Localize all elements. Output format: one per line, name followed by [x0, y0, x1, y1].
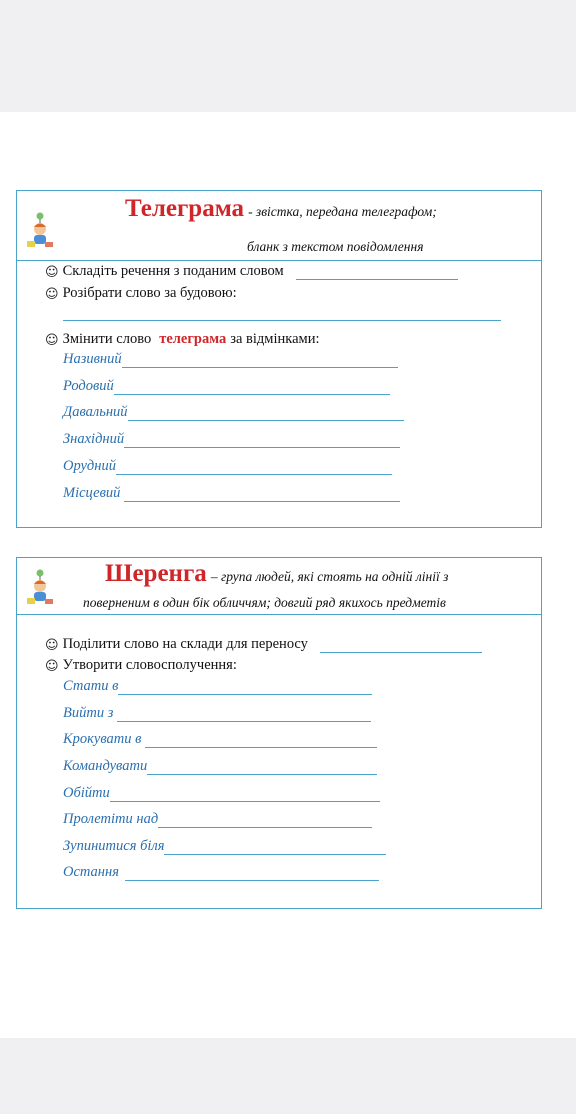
child-mascot-icon — [25, 211, 55, 251]
answer-line[interactable] — [158, 813, 372, 828]
definition-line-2: бланк з текстом повідомлення — [247, 239, 424, 254]
task-hyphenate — [45, 636, 482, 653]
task-label: Утворити словосполучення: — [62, 657, 237, 673]
case-row — [63, 431, 400, 448]
card-title — [105, 560, 448, 588]
card-title — [125, 195, 437, 223]
answer-line[interactable] — [145, 733, 377, 748]
case-label: Давальний — [63, 404, 128, 420]
task-label-prefix: Змінити слово — [62, 331, 152, 347]
task-label-suffix: за відмінками: — [230, 331, 320, 347]
case-label: Родовий — [63, 378, 114, 394]
case-row — [63, 458, 392, 475]
smiley-icon: ☺ — [45, 265, 59, 280]
phrase-row — [63, 811, 372, 828]
title-word: Шеренга — [105, 560, 207, 587]
phrase-label: Остання — [63, 864, 119, 880]
smiley-icon: ☺ — [45, 287, 59, 302]
phrase-row — [63, 758, 377, 775]
case-label: Знахідний — [63, 431, 125, 447]
task-label: Розібрати слово за будовою: — [62, 285, 237, 301]
task-label: Складіть речення з поданим словом — [62, 263, 284, 279]
answer-line[interactable] — [125, 866, 379, 881]
title-word: Телеграма — [125, 195, 245, 222]
phrase-label: Обійти — [63, 785, 110, 801]
answer-line[interactable] — [114, 380, 390, 395]
answer-line[interactable] — [147, 760, 377, 775]
answer-line[interactable] — [110, 787, 380, 802]
highlighted-word: телеграма — [159, 331, 227, 347]
task-compose-sentence — [45, 263, 458, 280]
phrase-row — [63, 731, 377, 748]
answer-line[interactable] — [164, 840, 386, 855]
card-header — [17, 191, 541, 261]
phrase-label: Зупинитися біля — [63, 838, 165, 854]
card-telegrama — [16, 190, 542, 528]
phrase-label: Пролетіти над — [63, 811, 159, 827]
answer-line[interactable] — [63, 319, 501, 321]
case-label: Орудний — [63, 458, 116, 474]
card-sherenga — [16, 557, 542, 909]
phrase-row — [63, 838, 386, 855]
answer-line[interactable] — [320, 638, 482, 653]
answer-line[interactable] — [124, 487, 400, 502]
answer-line[interactable] — [122, 353, 398, 368]
definition-line-1: - звістка, передана телеграфом; — [248, 204, 437, 219]
phrase-row — [63, 785, 380, 802]
answer-line[interactable] — [128, 406, 404, 421]
case-row — [63, 378, 390, 395]
card-header — [17, 558, 541, 615]
answer-line[interactable] — [296, 265, 458, 280]
phrase-label: Командувати — [63, 758, 148, 774]
task-parse-word — [45, 285, 237, 302]
phrase-row — [63, 678, 372, 695]
phrase-row — [63, 705, 371, 722]
answer-line[interactable] — [116, 460, 392, 475]
task-form-phrases — [45, 657, 237, 674]
smiley-icon: ☺ — [45, 333, 59, 348]
task-decline-word — [45, 331, 320, 348]
phrase-label: Стати в — [63, 678, 119, 694]
answer-line[interactable] — [118, 680, 372, 695]
smiley-icon: ☺ — [45, 638, 59, 653]
answer-line[interactable] — [124, 433, 400, 448]
definition-line-1: – група людей, які стоять на одній лінії з — [210, 569, 449, 584]
answer-line[interactable] — [117, 707, 371, 722]
task-label: Поділити слово на склади для переносу — [62, 636, 308, 652]
worksheet-page — [0, 112, 576, 1038]
case-row — [63, 485, 400, 502]
case-row — [63, 351, 398, 368]
smiley-icon: ☺ — [45, 659, 59, 674]
case-label: Місцевий — [63, 485, 121, 501]
phrase-row — [63, 864, 379, 881]
phrase-label: Крокувати в — [63, 731, 142, 747]
case-row — [63, 404, 404, 421]
definition-line-2: поверненим в один бік обличчям; довгий ряд якихось предметів — [83, 595, 446, 610]
case-label: Називний — [63, 351, 122, 367]
child-mascot-icon — [25, 568, 55, 608]
phrase-label: Вийти з — [63, 705, 114, 721]
